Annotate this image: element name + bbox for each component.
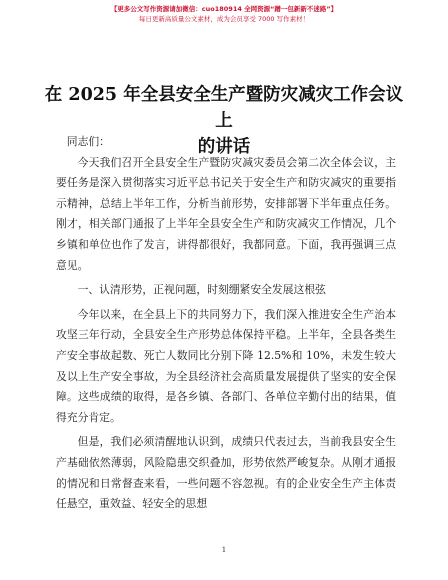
promo-banner	[0, 4, 448, 24]
title-line-2: 的讲话	[197, 137, 251, 157]
section-heading-1: 一、认清形势，正视问题，时刻绷紧安全发展这根弦	[77, 283, 326, 297]
banner-line-2: 每日更新高质量公文素材，成为会员享受 7000 写作素材！	[138, 15, 310, 23]
page-number: 1	[221, 546, 227, 554]
paragraph-problems: 但是，我们必须清醒地认识到，成绩只代表过去，当前我县安全生产基础依然薄弱，风险隐患交织叠加，形势依然严峻复杂。从刚才通报的情况和日常督查来看，一些问题不容忽视。有的企业安全生产主体责任悬空，重效益、轻安全的思想	[56, 435, 396, 511]
paragraph-intro: 今天我们召开全县安全生产暨防灾减灾委员会第二次全体会议，主要任务是深入贯彻落实习近平总书记关于安全生产和防灾减灾的重要指示精神，总结上半年工作，分析当前形势，安排部署下半年重点任务。刚才，相关部门通报了上半年全县安全生产和防灾减灾工作情况，几个乡镇和单位也作了发言，讲得都很好，我都同意。下面，我再强调三点意见。	[56, 155, 396, 272]
paragraph-achievements: 今年以来，在全县上下的共同努力下，我们深入推进安全生产治本攻坚三年行动，全县安全生产形势总体保持平稳。上半年，全县各类生产安全事故起数、死亡人数同比分别下降 12.5%和 10%，未发生较大及以上生产安全事故，为全县经济社会高质量发展提供了坚实的安全保障。这些成绩的取得，是各乡镇、各部门、各单位辛勤付出的结果，值得充分肯定。	[56, 307, 396, 424]
title-line-1: 在 2025 年全县安全生产暨防灾减灾工作会议上	[44, 85, 404, 131]
document-body	[56, 132, 396, 515]
banner-line-1: 【更多公文写作资源请加微信：cuo180914 全网资源“蹭一包新新不迷路”】	[110, 5, 338, 13]
salutation: 同志们：	[66, 135, 110, 148]
